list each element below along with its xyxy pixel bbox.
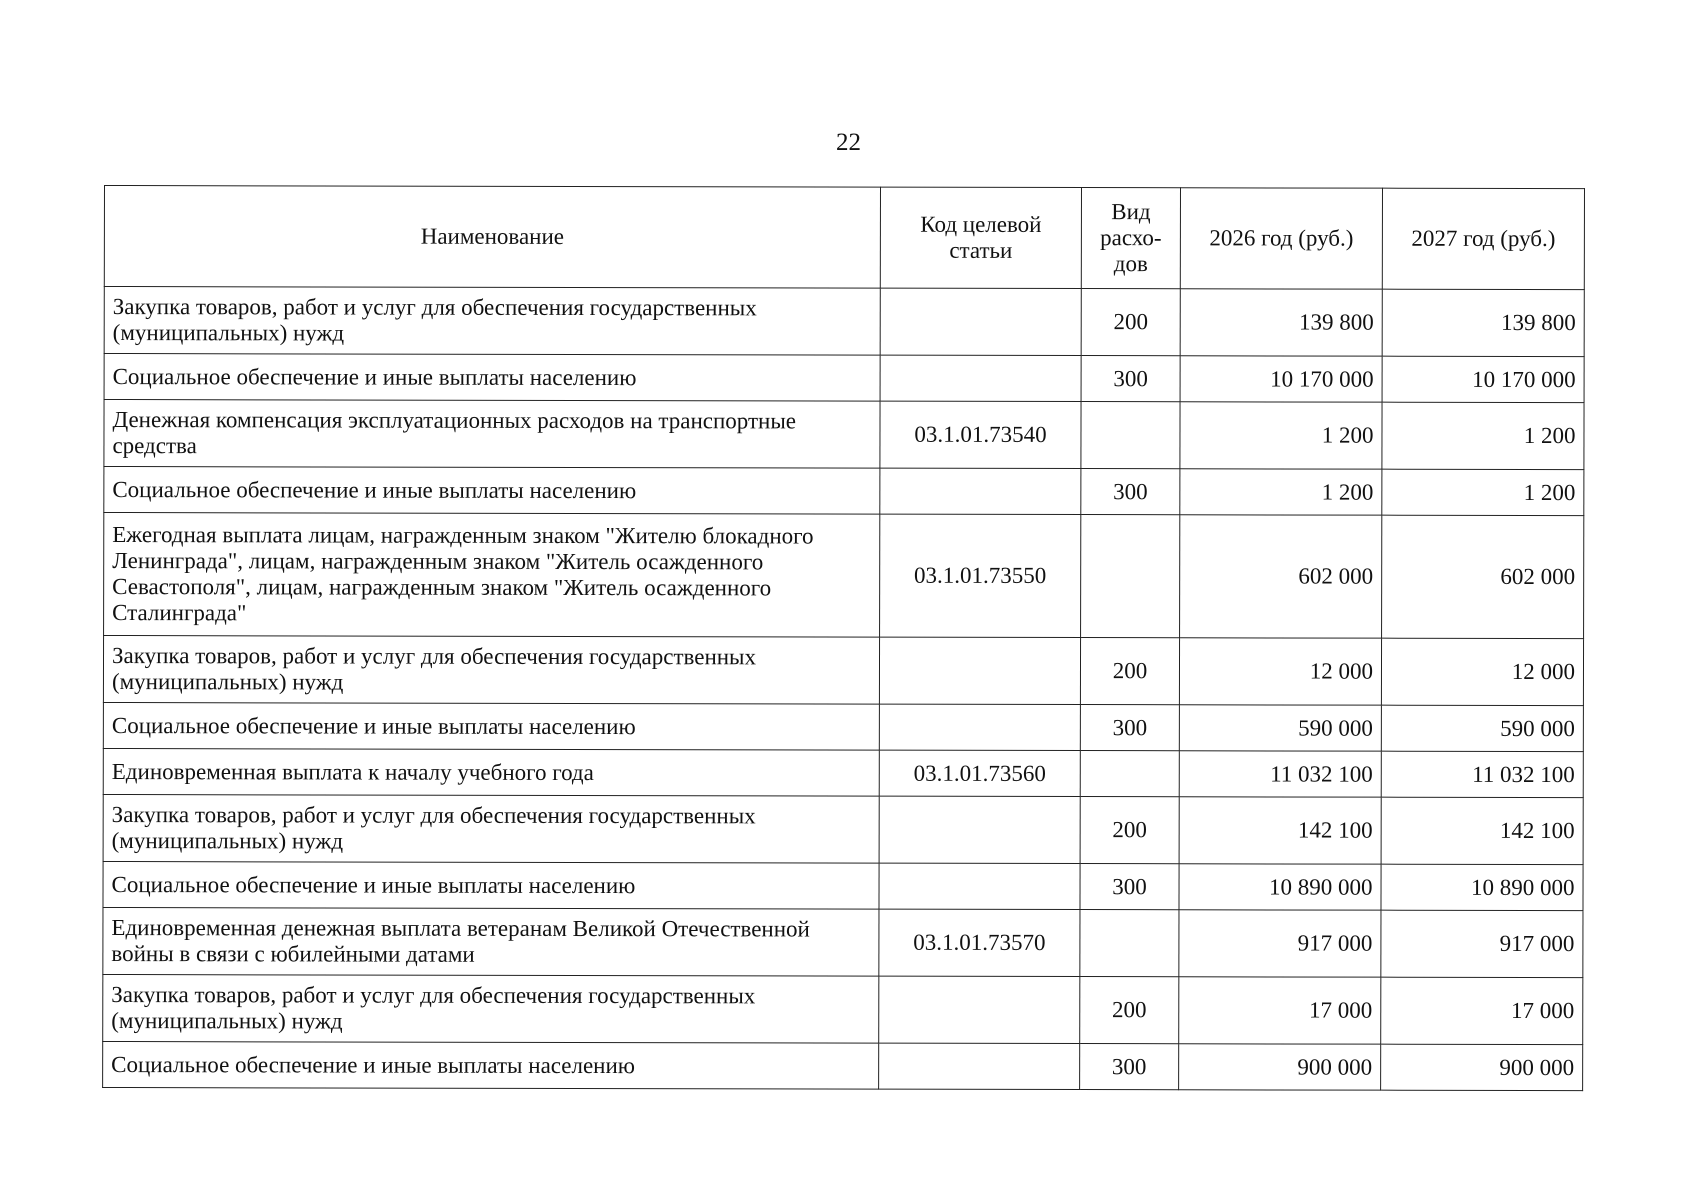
- row-name: Единовременная денежная выплата ветеранам Великой Отечественной войны в связи с юбилейными датами: [103, 907, 879, 976]
- row-amount-2026: 10 170 000: [1180, 356, 1382, 402]
- table-row: [104, 467, 1584, 516]
- budget-table: [102, 185, 1585, 1091]
- row-amount-2027: 1 200: [1382, 402, 1584, 469]
- row-kind: 300: [1081, 356, 1180, 402]
- row-code: [879, 637, 1080, 704]
- row-amount-2026: 11 032 100: [1179, 751, 1381, 797]
- row-name: Закупка товаров, работ и услуг для обеспечения государственных (муниципальных) нужд: [103, 636, 879, 705]
- row-name: Социальное обеспечение и иные выплаты населению: [103, 1041, 879, 1089]
- row-code: [879, 796, 1080, 863]
- row-kind: 200: [1081, 289, 1180, 356]
- row-code: [880, 288, 1081, 355]
- table-header-row: [104, 186, 1584, 290]
- row-code: [879, 704, 1080, 750]
- row-name: Социальное обеспечение и иные выплаты населению: [103, 861, 879, 909]
- header-code: Код целевой статьи: [880, 187, 1081, 288]
- row-amount-2027: 917 000: [1381, 910, 1583, 977]
- table-row: [103, 748, 1583, 797]
- row-code: [879, 1043, 1080, 1089]
- row-amount-2027: 602 000: [1382, 515, 1584, 638]
- row-amount-2026: 900 000: [1179, 1044, 1381, 1090]
- header-kind: Вид расхо-дов: [1081, 188, 1180, 289]
- row-amount-2027: 10 170 000: [1382, 356, 1584, 402]
- table-row: [103, 702, 1583, 751]
- row-code: [879, 976, 1080, 1043]
- row-name: Единовременная выплата к началу учебного года: [103, 748, 879, 796]
- row-amount-2026: 1 200: [1180, 469, 1382, 515]
- table-row: [103, 794, 1583, 864]
- row-amount-2026: 139 800: [1180, 289, 1382, 356]
- row-kind: 300: [1080, 1044, 1179, 1090]
- table-row: [103, 907, 1583, 977]
- row-amount-2026: 17 000: [1179, 977, 1381, 1044]
- row-code: [879, 863, 1080, 909]
- row-kind: [1081, 402, 1180, 469]
- row-amount-2026: 602 000: [1180, 515, 1382, 638]
- row-name: Социальное обеспечение и иные выплаты населению: [104, 354, 880, 402]
- table-row: [103, 636, 1583, 706]
- row-kind: [1080, 751, 1179, 797]
- row-amount-2026: 10 890 000: [1179, 864, 1381, 910]
- row-amount-2027: 139 800: [1382, 289, 1584, 356]
- table-row: [103, 974, 1583, 1044]
- row-kind: 200: [1080, 638, 1179, 705]
- row-code: 03.1.01.73570: [879, 909, 1080, 976]
- row-amount-2027: 12 000: [1381, 638, 1583, 705]
- page-number: 22: [836, 129, 861, 156]
- row-code: 03.1.01.73540: [880, 401, 1081, 468]
- row-code: 03.1.01.73560: [879, 750, 1080, 796]
- row-kind: 300: [1080, 864, 1179, 910]
- row-amount-2026: 1 200: [1180, 402, 1382, 469]
- header-name: Наименование: [104, 186, 880, 289]
- row-kind: 200: [1080, 977, 1179, 1044]
- row-amount-2026: 917 000: [1179, 910, 1381, 977]
- table-row: [104, 354, 1584, 403]
- row-name: Закупка товаров, работ и услуг для обеспечения государственных (муниципальных) нужд: [103, 794, 879, 863]
- row-amount-2027: 10 890 000: [1381, 864, 1583, 910]
- row-amount-2026: 590 000: [1179, 705, 1381, 751]
- row-name: Социальное обеспечение и иные выплаты населению: [103, 702, 879, 750]
- table-row: [104, 513, 1584, 639]
- row-amount-2027: 900 000: [1381, 1044, 1583, 1090]
- row-name: Денежная компенсация эксплуатационных расходов на транспортные средства: [104, 400, 880, 469]
- row-kind: 300: [1080, 705, 1179, 751]
- row-amount-2026: 12 000: [1179, 638, 1381, 705]
- row-amount-2027: 1 200: [1382, 469, 1584, 515]
- row-amount-2027: 17 000: [1381, 977, 1583, 1044]
- row-code: [880, 468, 1081, 514]
- header-year-2027: 2027 год (руб.): [1382, 188, 1584, 289]
- row-kind: 300: [1081, 469, 1180, 515]
- header-year-2026: 2026 год (руб.): [1180, 188, 1382, 289]
- table-row: [103, 861, 1583, 910]
- row-kind: [1080, 910, 1179, 977]
- table-row: [104, 287, 1584, 357]
- row-amount-2027: 590 000: [1381, 705, 1583, 751]
- table-row: [103, 1041, 1583, 1090]
- row-name: Закупка товаров, работ и услуг для обеспечения государственных (муниципальных) нужд: [103, 974, 879, 1043]
- row-code: 03.1.01.73550: [880, 514, 1081, 637]
- row-name: Социальное обеспечение и иные выплаты населению: [104, 467, 880, 515]
- row-amount-2027: 142 100: [1381, 797, 1583, 864]
- row-name: Закупка товаров, работ и услуг для обеспечения государственных (муниципальных) нужд: [104, 287, 880, 356]
- row-kind: 200: [1080, 797, 1179, 864]
- row-amount-2026: 142 100: [1179, 797, 1381, 864]
- row-name: Ежегодная выплата лицам, награжденным знаком "Жителю блокадного Ленинграда", лицам, награжденным знаком "Житель осажденного Севастополя", лицам, награжденным знаком "Житель осажденного Сталинграда": [104, 513, 880, 638]
- row-kind: [1081, 515, 1180, 638]
- table-row: [104, 400, 1584, 470]
- row-code: [880, 355, 1081, 401]
- row-amount-2027: 11 032 100: [1381, 751, 1583, 797]
